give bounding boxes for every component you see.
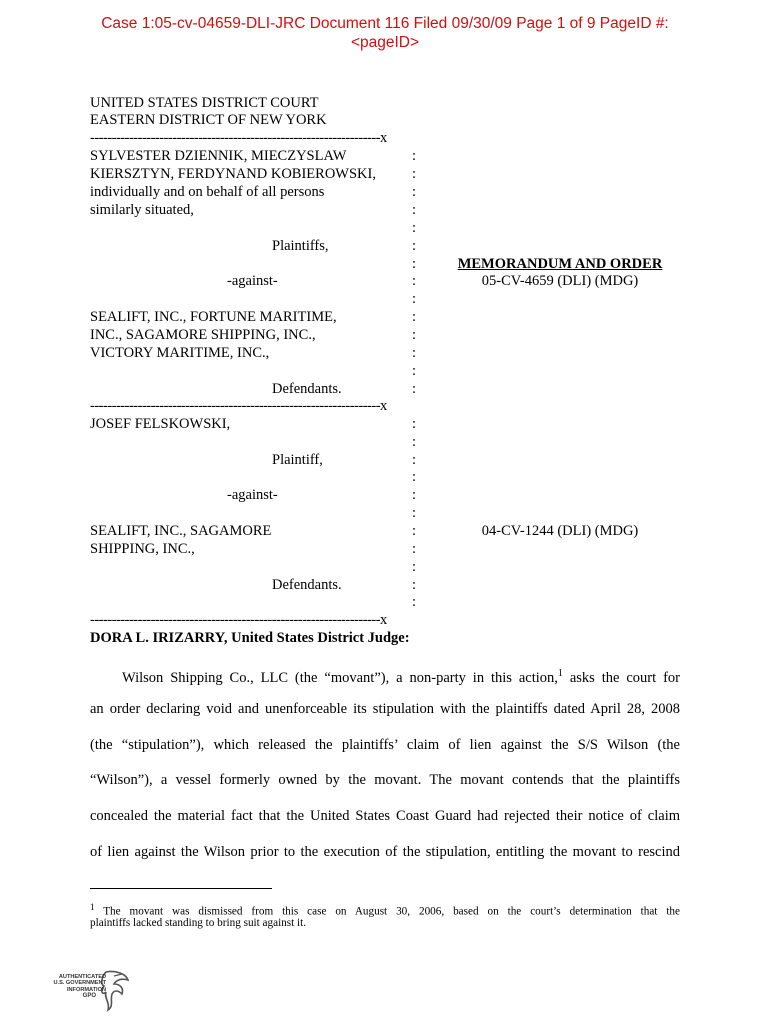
caption-colon: : [412, 559, 417, 575]
case2-number: 04-CV-1244 (DLI) (MDG) [481, 523, 639, 539]
caption-colon: : [412, 238, 417, 254]
case1-defendants-label: Defendants. [272, 381, 342, 397]
seal-text: AUTHENTICATED [58, 974, 106, 980]
case2-against: -against- [227, 487, 278, 503]
case1-party-line: similarly situated, [90, 202, 194, 218]
footnote-rule [90, 888, 272, 889]
caption-colon: : [412, 184, 417, 200]
ecf-header-line1: Case 1:05-cv-04659-DLI-JRC Document 116 Filed 09/30/09 Page 1 of 9 PageID #: [101, 15, 669, 32]
caption-colon: : [412, 273, 417, 289]
caption-divider: -------------------------------------------------------------------x [90, 130, 387, 146]
footnote-ref: 1 [557, 668, 563, 679]
case1-number: 05-CV-4659 (DLI) (MDG) [481, 273, 639, 289]
case1-party-line: KIERSZTYN, FERDYNAND KOBIEROWSKI, [90, 166, 376, 182]
caption-colon: : [412, 469, 417, 485]
body-text: asks the court for [562, 669, 680, 686]
case1-defendant-line: INC., SAGAMORE SHIPPING, INC., [90, 327, 316, 343]
gpo-authentication-seal [44, 968, 134, 1012]
caption-divider: -------------------------------------------------------------------x [90, 612, 387, 628]
ecf-header-line2: <pageID> [350, 34, 420, 51]
caption-colon: : [412, 327, 417, 343]
caption-colon: : [412, 577, 417, 593]
caption-colon: : [412, 148, 417, 164]
caption-colon: : [412, 594, 417, 610]
caption-colon: : [412, 202, 417, 218]
case1-plaintiffs-label: Plaintiffs, [272, 238, 329, 254]
caption-colon: : [412, 166, 417, 182]
caption-colon: : [412, 541, 417, 557]
body-line [122, 665, 680, 687]
footnote-text: The movant was dismissed from this case on August 30, 2006, based on the court’s determination that the [94, 905, 680, 918]
body-line: “Wilson”), a vessel formerly owned by the movant. The movant contends that the plaintiffs [90, 772, 680, 788]
caption-divider: -------------------------------------------------------------------x [90, 398, 387, 414]
caption-colon: : [412, 434, 417, 450]
document-title: MEMORANDUM AND ORDER [457, 256, 663, 272]
case1-party-line: SYLVESTER DZIENNIK, MIECZYSLAW [90, 148, 347, 164]
case1-defendant-line: SEALIFT, INC., FORTUNE MARITIME, [90, 309, 337, 325]
footnote-line: plaintiffs lacked standing to bring suit against it. [90, 917, 307, 929]
case2-defendant-line: SHIPPING, INC., [90, 541, 195, 557]
case1-defendant-line: VICTORY MARITIME, INC., [90, 345, 270, 361]
caption-colon: : [412, 309, 417, 325]
seal-text: GPO [82, 992, 96, 999]
caption-colon: : [412, 291, 417, 307]
caption-colon: : [412, 345, 417, 361]
case2-plaintiff-label: Plaintiff, [272, 452, 323, 468]
caption-colon: : [412, 381, 417, 397]
body-text: Wilson Shipping Co., LLC (the “movant”), a non-party in this action, [122, 669, 558, 686]
caption-colon: : [412, 452, 417, 468]
caption-colon: : [412, 523, 417, 539]
court-name: UNITED STATES DISTRICT COURT [90, 95, 319, 111]
caption-colon: : [412, 220, 417, 236]
caption-colon: : [412, 487, 417, 503]
footnote-number: 1 [90, 902, 95, 912]
body-line: (the “stipulation”), which released the plaintiffs’ claim of lien against the S/S Wilson (the [90, 737, 680, 753]
body-line: an order declaring void and unenforceable its stipulation with the plaintiffs dated April 28, 2008 [90, 701, 680, 717]
case1-against: -against- [227, 273, 278, 289]
case1-party-line: individually and on behalf of all persons [90, 184, 325, 200]
case2-defendants-label: Defendants. [272, 577, 342, 593]
body-line: concealed the material fact that the United States Coast Guard had rejected their notice of claim [90, 808, 680, 824]
case2-plaintiff: JOSEF FELSKOWSKI, [90, 416, 231, 432]
judge-heading: DORA L. IRIZARRY, United States District Judge: [90, 630, 410, 646]
caption-colon: : [412, 363, 417, 379]
caption-colon: : [412, 256, 417, 272]
court-district: EASTERN DISTRICT OF NEW YORK [90, 112, 327, 128]
caption-colon: : [412, 505, 417, 521]
seal-text: INFORMATION [66, 986, 106, 993]
seal-text: U.S. GOVERNMENT [53, 980, 106, 987]
caption-colon: : [412, 416, 417, 432]
body-line: of lien against the Wilson prior to the execution of the stipulation, entitling the movant to rescind [90, 844, 680, 860]
case2-defendant-line: SEALIFT, INC., SAGAMORE [90, 523, 272, 539]
